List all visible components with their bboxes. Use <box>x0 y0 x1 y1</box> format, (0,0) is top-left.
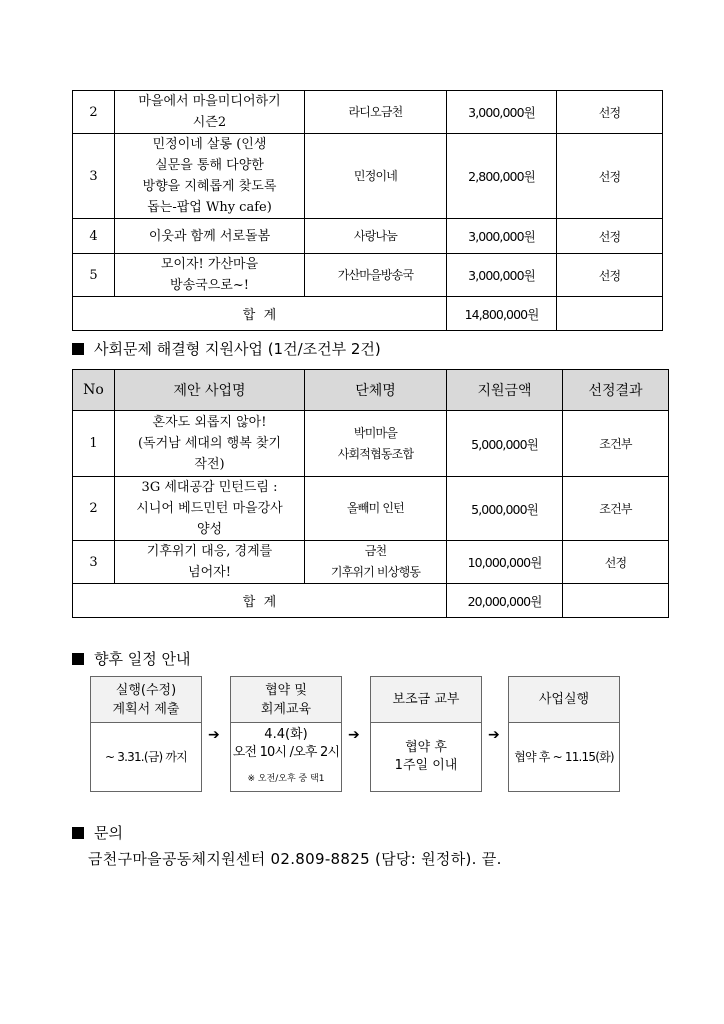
row-amount: 3,000,000원 <box>447 91 557 134</box>
row-result: 조건부 <box>563 411 669 477</box>
schedule-step <box>230 676 342 792</box>
square-bullet-icon <box>72 653 84 665</box>
row-project-name: 3G 세대공감 민턴드림 : 시니어 베드민턴 마을강사 양성 <box>115 477 305 541</box>
row-project-name: 기후위기 대응, 경계를 넘어자! <box>115 541 305 584</box>
social-problem-table <box>72 369 669 618</box>
section-title: 사회문제 해결형 지원사업 (1건/조건부 2건) <box>94 340 381 358</box>
schedule-step <box>508 676 620 792</box>
row-amount: 10,000,000원 <box>447 541 563 584</box>
table-body <box>73 411 669 618</box>
row-org: 가산마을방송국 <box>305 254 447 297</box>
step-detail: 협약 후 1주일 이내 <box>394 740 458 773</box>
row-project-name: 민정이네 살롱 (인생 실문을 통해 다양한 방향을 지혜롭게 찾도록 돕는-팝업 Why cafe) <box>115 134 305 219</box>
section-title: 문의 <box>94 824 123 842</box>
header-name: 제안 사업명 <box>115 370 305 411</box>
total-blank <box>563 584 669 618</box>
table-row <box>73 134 663 219</box>
square-bullet-icon <box>72 827 84 839</box>
step-title: 실행(수정) 계획서 제출 <box>91 677 201 723</box>
row-amount: 5,000,000원 <box>447 477 563 541</box>
total-row <box>73 584 669 618</box>
row-amount: 3,000,000원 <box>447 254 557 297</box>
header-no: No <box>73 370 115 411</box>
schedule-step <box>370 676 482 792</box>
row-org: 박미마을 사회적협동조합 <box>305 411 447 477</box>
table-header-row <box>73 370 669 411</box>
step-detail: 4.4(화) 오전 10시 /오후 2시 ※ 오전/오후 중 택1 <box>231 723 341 791</box>
row-no: 2 <box>73 477 115 541</box>
total-row <box>73 297 663 331</box>
row-no: 3 <box>73 541 115 584</box>
row-result: 선정 <box>557 134 663 219</box>
header-org: 단체명 <box>305 370 447 411</box>
row-result: 선정 <box>557 254 663 297</box>
row-project-name: 혼자도 외롭지 않아! (독거남 세대의 행복 찾기 작전) <box>115 411 305 477</box>
row-org: 라디오금천 <box>305 91 447 134</box>
row-no: 3 <box>73 134 115 219</box>
square-bullet-icon <box>72 343 84 355</box>
row-result: 선정 <box>557 219 663 254</box>
step-title: 사업실행 <box>509 677 619 723</box>
arrow-right-icon: ➔ <box>348 727 360 743</box>
row-result: 선정 <box>557 91 663 134</box>
table-row <box>73 411 669 477</box>
header-result: 선정결과 <box>563 370 669 411</box>
step-note: ※ 오전/오후 중 택1 <box>247 774 325 784</box>
arrow-right-icon: ➔ <box>208 727 220 743</box>
total-label: 합 계 <box>73 584 447 618</box>
contact-info: 금천구마을공동체지원센터 02.809-8825 (담당: 원정하). 끝. <box>88 850 502 868</box>
step-detail: ~ 3.31.(금) 까지 <box>105 750 187 764</box>
row-result: 선정 <box>563 541 669 584</box>
table-row <box>73 541 669 584</box>
step-detail: 협약 후 ~ 11.15(화) <box>514 750 614 764</box>
total-label: 합 계 <box>73 297 447 331</box>
row-org: 사랑나눔 <box>305 219 447 254</box>
table-row <box>73 219 663 254</box>
step-title: 보조금 교부 <box>371 677 481 723</box>
section-heading-contact <box>72 822 123 843</box>
row-org: 금천 기후위기 비상행동 <box>305 541 447 584</box>
row-no: 4 <box>73 219 115 254</box>
row-project-name: 모이자! 가산마을 방송국으로~! <box>115 254 305 297</box>
step-title: 협약 및 회계교육 <box>231 677 341 723</box>
section-title: 향후 일정 안내 <box>94 650 191 668</box>
row-amount: 5,000,000원 <box>447 411 563 477</box>
arrow-right-icon: ➔ <box>488 727 500 743</box>
table-body <box>73 91 663 331</box>
schedule-step <box>90 676 202 792</box>
section-heading-schedule <box>72 648 190 669</box>
section-heading-social <box>72 338 381 359</box>
row-project-name: 마을에서 마을미디어하기 시즌2 <box>115 91 305 134</box>
row-org: 올빼미 인턴 <box>305 477 447 541</box>
header-amount: 지원금액 <box>447 370 563 411</box>
row-amount: 2,800,000원 <box>447 134 557 219</box>
total-amount: 20,000,000원 <box>447 584 563 618</box>
table-row <box>73 91 663 134</box>
row-no: 5 <box>73 254 115 297</box>
total-blank <box>557 297 663 331</box>
table-row <box>73 477 669 541</box>
table-row <box>73 254 663 297</box>
total-amount: 14,800,000원 <box>447 297 557 331</box>
row-result: 조건부 <box>563 477 669 541</box>
row-no: 1 <box>73 411 115 477</box>
row-amount: 3,000,000원 <box>447 219 557 254</box>
row-no: 2 <box>73 91 115 134</box>
selection-table-continued <box>72 90 663 331</box>
row-org: 민정이네 <box>305 134 447 219</box>
row-project-name: 이웃과 함께 서로돌봄 <box>115 219 305 254</box>
